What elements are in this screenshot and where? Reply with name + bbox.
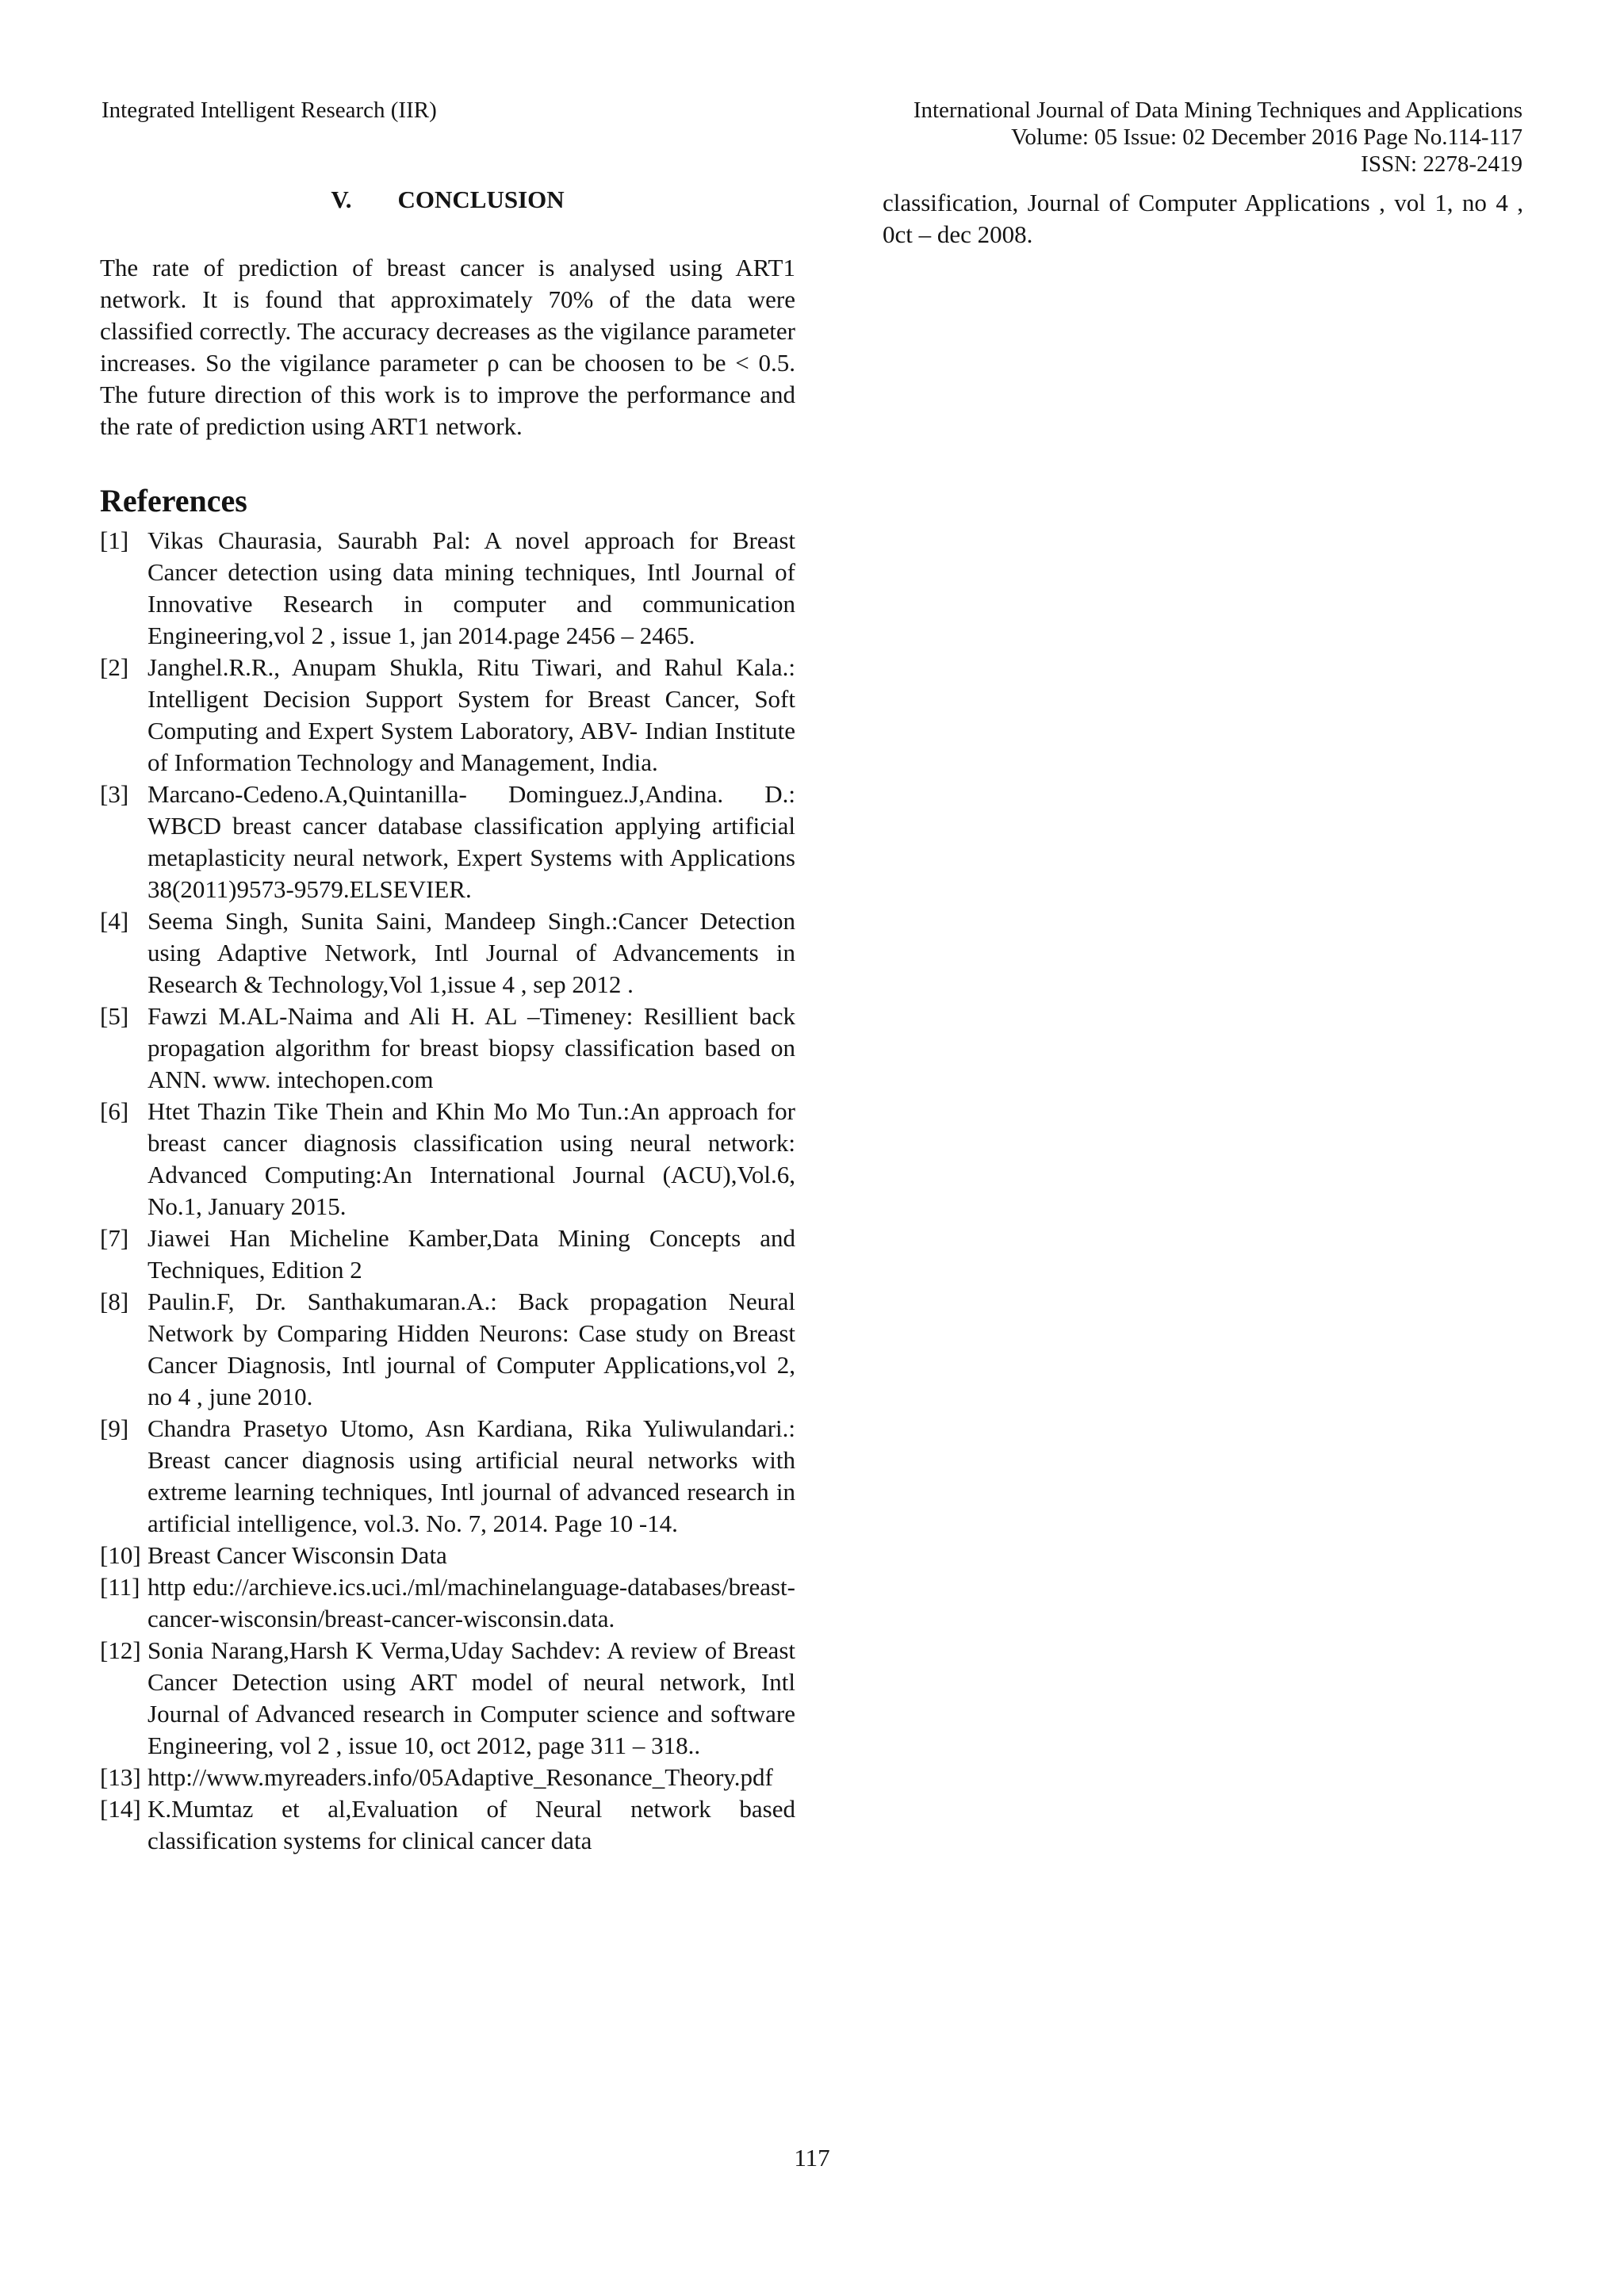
reference-item xyxy=(100,1286,795,1413)
reference-item xyxy=(100,1223,795,1286)
reference-continuation: classification, Journal of Computer Applications , vol 1, no 4 , 0ct – dec 2008. xyxy=(883,189,1523,248)
reference-text: Breast Cancer Wisconsin Data xyxy=(147,1541,447,1569)
reference-label: [13] xyxy=(100,1763,141,1791)
reference-label: [5] xyxy=(100,1002,129,1030)
reference-item xyxy=(100,1413,795,1540)
reference-text: Seema Singh, Sunita Saini, Mandeep Singh.:Cancer Detection using Adaptive Network, Intl Journal of Advancements in Research & Technology,Vol 1,issue 4 , sep 2012 . xyxy=(147,907,795,998)
reference-label: [4] xyxy=(100,907,129,935)
running-header-left: Integrated Intelligent Research (IIR) xyxy=(102,98,437,123)
reference-text: Sonia Narang,Harsh K Verma,Uday Sachdev: A review of Breast Cancer Detection using ART model of neural network, Intl Journal of Advanced research in Computer science and software Engineering, vol 2 , issue 10, oct 2012, page 311 – 318.. xyxy=(147,1636,795,1759)
reference-label: [8] xyxy=(100,1288,129,1315)
reference-item xyxy=(100,1540,795,1571)
reference-text: http edu://archieve.ics.uci./ml/machinelanguage-databases/breast-cancer-wisconsin/breast-cancer-wisconsin.data. xyxy=(147,1573,795,1632)
page-number: 117 xyxy=(794,2144,830,2172)
reference-item xyxy=(100,905,795,1001)
reference-text: Vikas Chaurasia, Saurabh Pal: A novel approach for Breast Cancer detection using data mining techniques, Intl Journal of Innovative Research in computer and communication Engineering,vol 2 , issue 1, jan 2014.page 2456 – 2465. xyxy=(147,526,795,649)
reference-item xyxy=(100,1096,795,1223)
conclusion-paragraph: The rate of prediction of breast cancer is analysed using ART1 network. It is found that approximately 70% of the data were classified correctly. The accuracy decreases as the vigilance parameter increases. So the vigilance parameter ρ can be choosen to be < 0.5. The future direction of this work is to improve the performance and the rate of prediction using ART1 network. xyxy=(100,254,795,440)
volume-issue: Volume: 05 Issue: 02 December 2016 Page No.114-117 xyxy=(1011,124,1522,150)
references-heading: References xyxy=(100,483,247,519)
journal-title: International Journal of Data Mining Techniques and Applications xyxy=(913,98,1522,123)
conclusion-heading xyxy=(100,184,795,216)
reference-item xyxy=(100,652,795,779)
reference-item xyxy=(100,525,795,652)
reference-list xyxy=(100,525,795,1857)
reference-label: [3] xyxy=(100,780,129,808)
reference-text: Janghel.R.R., Anupam Shukla, Ritu Tiwari, and Rahul Kala.: Intelligent Decision Support System for Breast Cancer, Soft Computing and Expert System Laboratory, ABV- Indian Institute of Information Technology and Management, India. xyxy=(147,653,795,776)
reference-label: [6] xyxy=(100,1097,129,1125)
reference-item xyxy=(100,1001,795,1096)
running-header-right xyxy=(914,97,1522,178)
reference-text: Fawzi M.AL-Naima and Ali H. AL –Timeney: Resillient back propagation algorithm for breast biopsy classification based on ANN. www. intechopen.com xyxy=(147,1002,795,1093)
right-column xyxy=(883,187,1523,251)
reference-label: [10] xyxy=(100,1541,141,1569)
reference-text: Htet Thazin Tike Thein and Khin Mo Mo Tun.:An approach for breast cancer diagnosis classification using neural network: Advanced Computing:An International Journal (ACU),Vol.6, No.1, January 2015. xyxy=(147,1097,795,1220)
reference-label: [7] xyxy=(100,1224,129,1252)
reference-label: [12] xyxy=(100,1636,141,1664)
reference-text: Jiawei Han Micheline Kamber,Data Mining Concepts and Techniques, Edition 2 xyxy=(147,1224,795,1284)
reference-text: http://www.myreaders.info/05Adaptive_Resonance_Theory.pdf xyxy=(147,1763,773,1791)
left-column xyxy=(100,184,795,1857)
reference-item xyxy=(100,1571,795,1635)
reference-text: Chandra Prasetyo Utomo, Asn Kardiana, Rika Yuliwulandari.: Breast cancer diagnosis using artificial neural networks with extreme learning techniques, Intl journal of advanced research in artificial intelligence, vol.3. No. 7, 2014. Page 10 -14. xyxy=(147,1414,795,1537)
section-number: V. xyxy=(331,186,352,213)
reference-label: [11] xyxy=(100,1573,140,1601)
reference-item xyxy=(100,1635,795,1762)
reference-text: Paulin.F, Dr. Santhakumaran.A.: Back propagation Neural Network by Comparing Hidden Neurons: Case study on Breast Cancer Diagnosis, Intl journal of Computer Applications,vol 2, no 4 , june 2010. xyxy=(147,1288,795,1410)
issn: ISSN: 2278-2419 xyxy=(1361,151,1522,177)
reference-text: K.Mumtaz et al,Evaluation of Neural network based classification systems for clinical cancer data xyxy=(147,1795,795,1854)
reference-item xyxy=(100,779,795,905)
reference-label: [2] xyxy=(100,653,129,681)
reference-text: Marcano-Cedeno.A,Quintanilla- Dominguez.J,Andina. D.: WBCD breast cancer database classification applying artificial metaplasticity neural network, Expert Systems with Applications 38(2011)9573-9579.ELSEVIER. xyxy=(147,780,795,903)
reference-item xyxy=(100,1762,795,1793)
section-title: CONCLUSION xyxy=(397,186,565,213)
reference-label: [1] xyxy=(100,526,129,554)
reference-label: [9] xyxy=(100,1414,129,1442)
reference-item xyxy=(100,1793,795,1857)
reference-label: [14] xyxy=(100,1795,141,1823)
